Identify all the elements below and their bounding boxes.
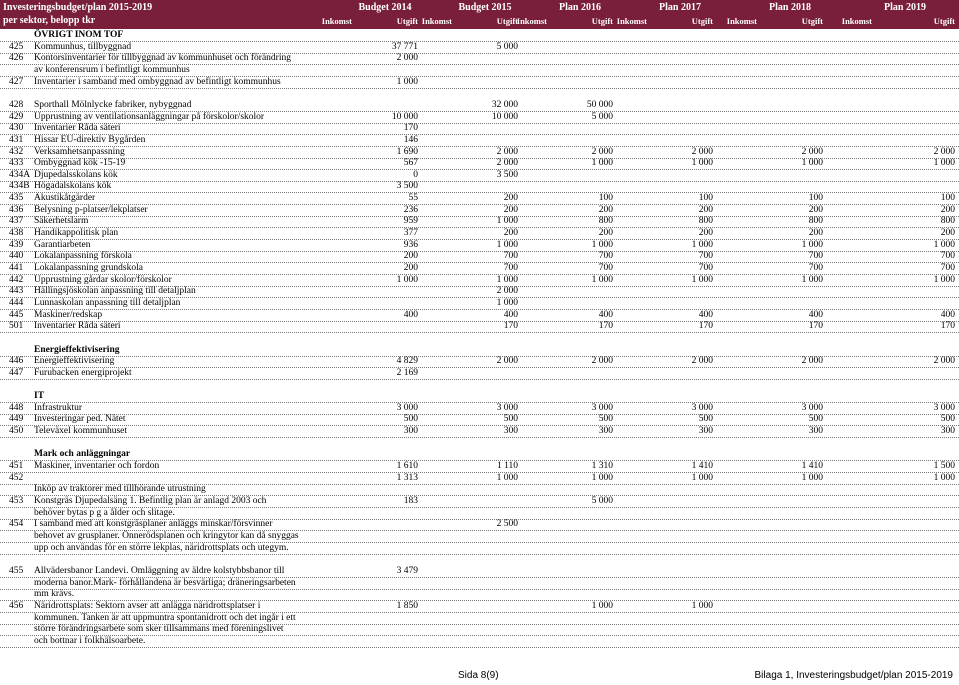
expense-value: 300 (808, 426, 823, 437)
section-heading: Energieffektivisering (34, 344, 120, 355)
expense-value: 300 (698, 426, 713, 437)
expense-value: 200 (808, 228, 823, 239)
expense-value: 1 000 (496, 274, 518, 285)
expense-value: 2 000 (691, 146, 713, 157)
project-description: mm krävs. (34, 589, 75, 600)
expense-value: 200 (698, 204, 713, 215)
expense-value: 200 (598, 204, 613, 215)
project-description: Maskiner, inventarier och fordon (34, 461, 160, 472)
expense-column-header: Utgift (691, 16, 713, 26)
income-column-header: Inkomst (616, 16, 647, 26)
section-heading: ÖVRIGT INOM TOF (34, 30, 124, 40)
project-description: Garantiarbeten (34, 239, 91, 250)
project-description: behöver bytas p g a ålder och slitage. (34, 507, 175, 518)
expense-value: 500 (940, 414, 955, 425)
project-number: 444 (9, 297, 24, 308)
expense-value: 2 000 (801, 146, 823, 157)
expense-value: 2 000 (496, 356, 518, 367)
project-number: 426 (9, 53, 24, 64)
expense-value: 0 (413, 169, 418, 180)
expense-value: 800 (598, 216, 613, 227)
project-number: 438 (9, 228, 24, 239)
expense-value: 3 000 (933, 402, 955, 413)
expense-value: 500 (598, 414, 613, 425)
expense-value: 700 (808, 263, 823, 273)
expense-value: 1 610 (396, 461, 418, 472)
expense-value: 2 000 (496, 286, 518, 297)
project-description: Akustikåtgärder (34, 193, 96, 204)
project-description: Inventarier Råda säteri (34, 321, 121, 332)
expense-value: 1 000 (691, 472, 713, 483)
expense-column-header: Utgift (396, 16, 418, 26)
expense-value: 1 000 (591, 600, 613, 611)
page-title: Investeringsbudget/plan 2015-2019 (3, 2, 153, 13)
project-number: 434A (9, 169, 31, 180)
project-number: 452 (9, 472, 24, 483)
expense-value: 170 (503, 321, 518, 332)
expense-value: 500 (503, 414, 518, 425)
project-number: 432 (9, 146, 24, 157)
project-description: I samband med att konstgräsplaner anläggs minskar/försvinner (34, 519, 273, 530)
expense-value: 3 500 (396, 181, 418, 192)
expense-value: 1 000 (496, 297, 518, 308)
expense-value: 170 (598, 321, 613, 332)
year-header: Budget 2015 (458, 2, 512, 13)
expense-value: 183 (403, 496, 418, 506)
year-header: Plan 2016 (559, 2, 601, 13)
project-description: Konstgräs Djupedalsäng 1. Befintlig plan är anlagd 2003 och (34, 496, 267, 506)
project-number: 434B (9, 181, 30, 192)
project-description: Lokalanpassning förskola (34, 251, 132, 262)
expense-value: 100 (598, 193, 613, 204)
expense-value: 100 (940, 193, 955, 204)
expense-value: 2 000 (801, 356, 823, 367)
project-description: Handikappolitisk plan (34, 228, 119, 239)
project-description: Infrastruktur (34, 402, 83, 413)
expense-value: 1 313 (396, 472, 418, 483)
project-description: Inventarier i samband med ombyggnad av befintligt kommunhus (34, 76, 281, 87)
project-description: Hissar EU-direktiv Bygården (34, 134, 146, 145)
expense-value: 236 (403, 204, 418, 215)
project-description: och bottnar i folkhälsoarbete. (34, 635, 146, 646)
project-description: Kommunhus, tillbyggnad (34, 41, 132, 52)
project-number: 453 (9, 496, 24, 506)
income-column-header: Inkomst (421, 16, 452, 26)
project-number: 437 (9, 216, 24, 227)
expense-value: 170 (403, 123, 418, 134)
project-description: Verksamhetsanpassning (34, 146, 125, 157)
income-column-header: Inkomst (321, 16, 352, 26)
expense-value: 1 000 (933, 472, 955, 483)
project-number: 433 (9, 158, 24, 169)
page-number: Sida 8(9) (458, 670, 499, 681)
project-description: Inköp av traktorer med tillhörande utrustning (34, 484, 206, 495)
project-number: 439 (9, 239, 24, 250)
page-subtitle: per sektor, belopp tkr (3, 15, 96, 26)
expense-value: 1 000 (591, 239, 613, 250)
year-header: Plan 2019 (884, 2, 926, 13)
spacer-row (0, 553, 959, 565)
project-number: 501 (9, 321, 24, 332)
project-description: kommunen. Tanken är att uppmuntra spontanidrott och det ingår i ett (34, 612, 296, 623)
project-number: 442 (9, 274, 24, 285)
project-description: behovet av grusplaner. Önnerödsplanen och kringytor kan då snyggas (34, 530, 299, 541)
project-number: 427 (9, 76, 24, 87)
expense-value: 500 (698, 414, 713, 425)
expense-value: 1 500 (933, 461, 955, 472)
project-description: Investeringar ped. Nätet (34, 414, 126, 425)
expense-value: 1 000 (591, 274, 613, 285)
expense-value: 1 000 (801, 239, 823, 250)
project-description: Upprustning av ventilationsanläggningar på förskolor/skolor (34, 111, 265, 122)
expense-value: 3 000 (591, 402, 613, 413)
expense-column-header: Utgift (591, 16, 613, 26)
expense-value: 100 (808, 193, 823, 204)
expense-value: 700 (698, 251, 713, 262)
expense-column-header: Utgift (496, 16, 518, 26)
year-header: Plan 2017 (659, 2, 701, 13)
expense-value: 1 000 (933, 239, 955, 250)
project-description: Inventarier Råda säteri (34, 123, 121, 134)
project-description: Belysning p-platser/lekplatser (34, 204, 148, 215)
project-description: Allvädersbanor Landevi. Omläggning av äldre kolstybbsbanor till (34, 565, 285, 576)
expense-value: 1 000 (496, 216, 518, 227)
project-number: 436 (9, 204, 24, 215)
expense-value: 146 (403, 134, 418, 145)
project-description: Maskiner/redskap (34, 309, 103, 320)
expense-value: 959 (403, 216, 418, 227)
expense-value: 400 (940, 309, 955, 320)
expense-value: 32 000 (491, 99, 518, 110)
expense-value: 700 (503, 263, 518, 273)
expense-value: 1 410 (801, 461, 823, 472)
expense-value: 200 (403, 263, 418, 273)
expense-value: 200 (403, 251, 418, 262)
project-number: 455 (9, 565, 24, 576)
project-description: upp och användas för en större lekplas, näridrottsplats och utegym. (34, 542, 289, 553)
expense-value: 400 (503, 309, 518, 320)
project-number: 445 (9, 309, 24, 320)
expense-value: 200 (808, 204, 823, 215)
expense-value: 10 000 (491, 111, 518, 122)
expense-value: 2 000 (496, 158, 518, 169)
expense-value: 300 (598, 426, 613, 437)
project-description: Högadalskolans kök (34, 181, 112, 192)
project-number: 451 (9, 461, 24, 472)
expense-value: 700 (940, 263, 955, 273)
project-description: av konferensrum i befintligt kommunhus (34, 64, 190, 75)
project-description: Näridrottsplats: Sektorn avser att anlägga näridrottsplatser i (34, 600, 261, 611)
expense-value: 1 410 (691, 461, 713, 472)
spacer-row (0, 437, 959, 449)
expense-value: 4 829 (396, 356, 418, 367)
expense-value: 3 479 (396, 565, 418, 576)
expense-value: 1 000 (496, 472, 518, 483)
expense-value: 936 (403, 239, 418, 250)
expense-value: 200 (503, 193, 518, 204)
page-footer (0, 668, 959, 685)
expense-value: 500 (403, 414, 418, 425)
expense-value: 2 000 (933, 356, 955, 367)
expense-value: 400 (598, 309, 613, 320)
expense-value: 800 (808, 216, 823, 227)
project-description: Säkerhetslarm (34, 216, 89, 227)
year-header: Plan 2018 (769, 2, 811, 13)
expense-value: 200 (598, 228, 613, 239)
expense-value: 400 (403, 309, 418, 320)
project-description: Energieffektivisering (34, 356, 115, 367)
project-number: 449 (9, 414, 24, 425)
project-number: 447 (9, 367, 24, 378)
expense-value: 700 (503, 251, 518, 262)
expense-value: 1 000 (691, 239, 713, 250)
project-description: Upprustning gårdar skolor/förskolor (34, 274, 172, 285)
expense-value: 1 310 (591, 461, 613, 472)
year-header: Budget 2014 (358, 2, 412, 13)
project-description: Furubacken energiprojekt (34, 367, 132, 378)
expense-value: 3 500 (496, 169, 518, 180)
project-number: 435 (9, 193, 24, 204)
expense-value: 1 690 (396, 146, 418, 157)
expense-value: 3 000 (496, 402, 518, 413)
project-number: 440 (9, 251, 24, 262)
expense-value: 1 000 (801, 158, 823, 169)
expense-value: 400 (698, 309, 713, 320)
expense-value: 1 850 (396, 600, 418, 611)
project-number: 450 (9, 426, 24, 437)
expense-value: 1 000 (496, 239, 518, 250)
project-description: Sporthall Mölnlycke fabriker, nybyggnad (34, 99, 192, 110)
expense-value: 170 (940, 321, 955, 332)
expense-value: 377 (403, 228, 418, 239)
expense-value: 200 (503, 228, 518, 239)
spacer-row (0, 379, 959, 391)
project-number: 454 (9, 519, 24, 530)
expense-value: 200 (698, 228, 713, 239)
expense-column-header: Utgift (933, 16, 955, 26)
project-number: 425 (9, 41, 24, 52)
project-description: Lunnaskolan anpassning till detaljplan (34, 297, 181, 308)
table-row (0, 635, 959, 648)
project-number: 441 (9, 263, 24, 273)
project-number: 448 (9, 402, 24, 413)
project-description: Djupedalsskolans kök (34, 169, 118, 180)
section-heading: Mark och anläggningar (34, 449, 131, 460)
expense-value: 1 000 (396, 76, 418, 87)
expense-value: 1 000 (933, 274, 955, 285)
expense-value: 700 (598, 263, 613, 273)
expense-value: 1 000 (591, 472, 613, 483)
expense-value: 2 000 (496, 146, 518, 157)
expense-value: 200 (940, 228, 955, 239)
expense-value: 2 000 (591, 356, 613, 367)
project-number: 443 (9, 286, 24, 297)
project-description: större förändringsarbete som sker tillsammans med föreningslivet (34, 624, 284, 635)
expense-value: 200 (940, 204, 955, 215)
income-column-header: Inkomst (841, 16, 872, 26)
expense-value: 3 000 (801, 402, 823, 413)
expense-value: 300 (403, 426, 418, 437)
expense-value: 700 (598, 251, 613, 262)
project-description: Televäxel kommunhuset (34, 426, 127, 437)
expense-value: 55 (408, 193, 418, 204)
expense-value: 10 000 (391, 111, 418, 122)
expense-value: 2 000 (933, 146, 955, 157)
expense-value: 2 000 (396, 53, 418, 64)
project-description: Hällingsjöskolan anpassning till detaljplan (34, 286, 196, 297)
expense-value: 1 000 (933, 158, 955, 169)
budget-table (0, 29, 959, 659)
expense-value: 5 000 (591, 496, 613, 506)
expense-value: 1 000 (801, 274, 823, 285)
expense-value: 700 (940, 251, 955, 262)
appendix-label: Bilaga 1, Investeringsbudget/plan 2015-2019 (754, 670, 953, 681)
expense-value: 2 500 (496, 519, 518, 530)
project-number: 430 (9, 123, 24, 134)
expense-value: 1 000 (591, 158, 613, 169)
table-header (0, 0, 959, 29)
expense-value: 100 (698, 193, 713, 204)
project-number: 428 (9, 99, 24, 110)
project-description: Kontorsinventarier för tillbyggnad av kommunhuset och förändring (34, 53, 291, 64)
expense-value: 5 000 (496, 41, 518, 52)
section-heading: IT (34, 391, 45, 402)
expense-value: 3 000 (396, 402, 418, 413)
expense-value: 50 000 (586, 99, 613, 110)
project-description: Ombyggnad kök -15-19 (34, 158, 126, 169)
expense-value: 800 (698, 216, 713, 227)
project-number: 429 (9, 111, 24, 122)
expense-value: 2 169 (396, 367, 418, 378)
project-description: Lokalanpassning grundskola (34, 263, 143, 273)
spacer-row (0, 87, 959, 99)
expense-value: 300 (503, 426, 518, 437)
expense-value: 500 (808, 414, 823, 425)
income-column-header: Inkomst (726, 16, 757, 26)
expense-value: 5 000 (591, 111, 613, 122)
expense-value: 400 (808, 309, 823, 320)
expense-value: 1 000 (801, 472, 823, 483)
expense-column-header: Utgift (801, 16, 823, 26)
expense-value: 170 (808, 321, 823, 332)
project-number: 446 (9, 356, 24, 367)
expense-value: 37 771 (391, 41, 418, 52)
expense-value: 700 (698, 263, 713, 273)
expense-value: 800 (940, 216, 955, 227)
expense-value: 200 (503, 204, 518, 215)
expense-value: 1 000 (396, 274, 418, 285)
expense-value: 1 000 (691, 600, 713, 611)
project-number: 431 (9, 134, 24, 145)
expense-value: 300 (940, 426, 955, 437)
expense-value: 700 (808, 251, 823, 262)
expense-value: 170 (698, 321, 713, 332)
project-description: moderna banor.Mark- förhållandena är besvärliga; dräneringsarbeten (34, 577, 296, 588)
expense-value: 567 (403, 158, 418, 169)
spacer-row (0, 332, 959, 344)
expense-value: 3 000 (691, 402, 713, 413)
expense-value: 2 000 (691, 356, 713, 367)
expense-value: 2 000 (591, 146, 613, 157)
expense-value: 1 110 (496, 461, 518, 472)
income-column-header: Inkomst (516, 16, 547, 26)
expense-value: 1 000 (691, 158, 713, 169)
expense-value: 1 000 (691, 274, 713, 285)
project-number: 456 (9, 600, 24, 611)
